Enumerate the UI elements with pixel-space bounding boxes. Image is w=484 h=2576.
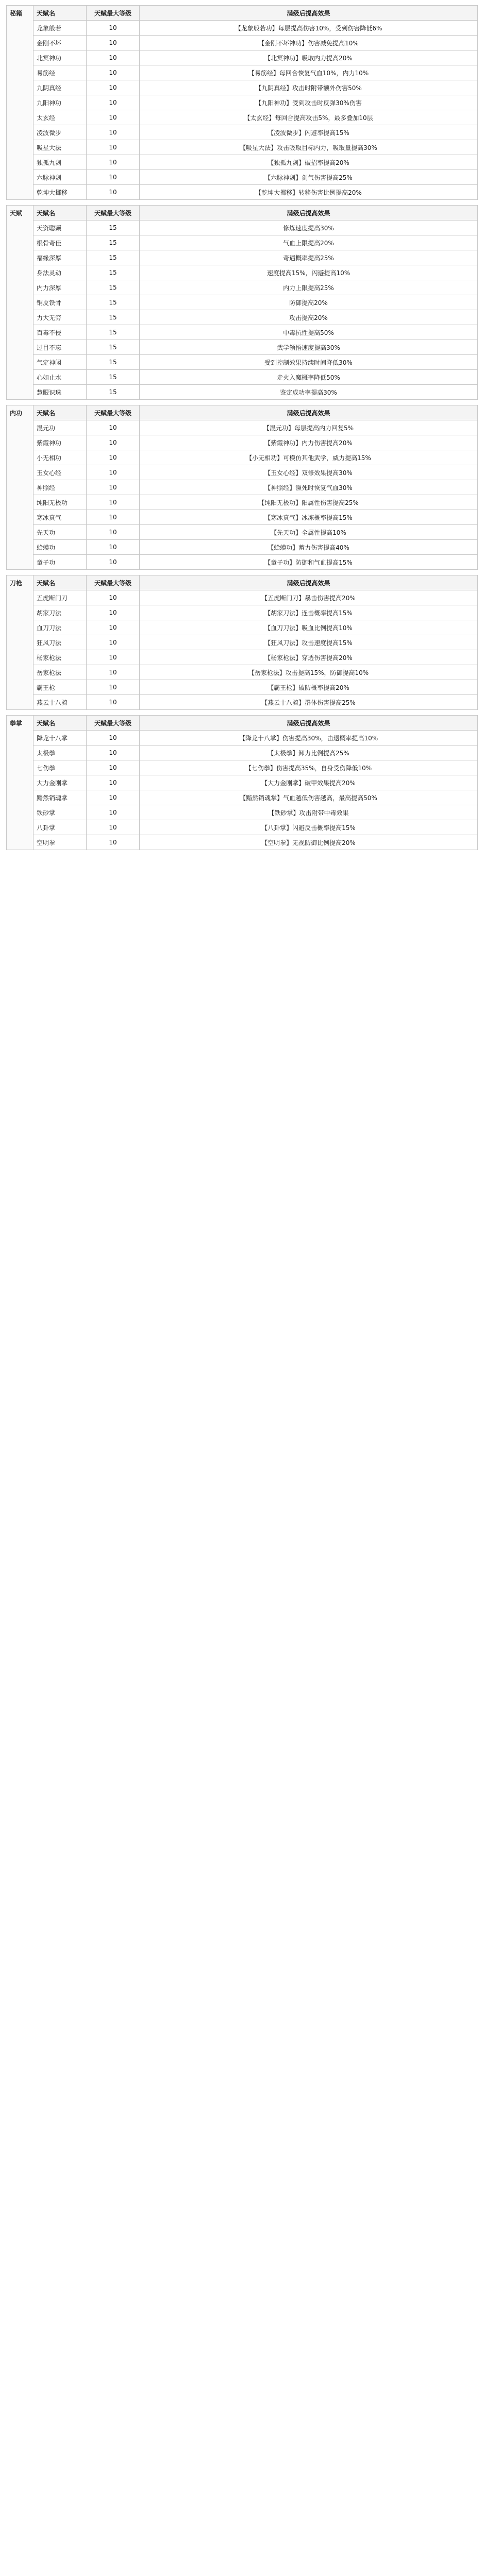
talent-level-cell: 10: [87, 125, 140, 140]
table-row: [34, 590, 478, 605]
talent-name-cell: 玉女心经: [34, 465, 87, 480]
talent-name-cell: 铁砂掌: [34, 805, 87, 820]
talent-effect-cell: 【九阴真经】攻击时附带额外伤害50%: [140, 80, 478, 95]
section-0: [6, 5, 478, 200]
section-2: [6, 405, 478, 570]
header-cell: 天赋名: [34, 206, 87, 221]
talent-level-cell: 10: [87, 525, 140, 540]
section-label-text: 拳掌: [10, 720, 23, 727]
talent-effect-cell: 奇遇概率提高25%: [140, 250, 478, 265]
talent-effect-cell: 【乾坤大挪移】转移伤害比例提高20%: [140, 185, 478, 200]
table-row: [34, 95, 478, 110]
talent-name-cell: 七伤拳: [34, 760, 87, 775]
talent-effect-cell: 【杨家枪法】穿透伤害提高20%: [140, 650, 478, 665]
table-row: [34, 650, 478, 665]
talent-effect-cell: 【凌波微步】闪避率提高15%: [140, 125, 478, 140]
section-3: [6, 575, 478, 710]
talent-name-cell: 血刀刀法: [34, 620, 87, 635]
talent-name-cell: 太极拳: [34, 745, 87, 760]
table-row: [34, 805, 478, 820]
talent-level-cell: 10: [87, 50, 140, 65]
talent-name-cell: 燕云十八骑: [34, 695, 87, 710]
talent-document: [6, 5, 478, 855]
table-row: [34, 221, 478, 235]
talent-level-cell: 10: [87, 80, 140, 95]
talent-effect-cell: 【易筋经】每回合恢复气血10%，内力10%: [140, 65, 478, 80]
talent-level-cell: 10: [87, 695, 140, 710]
talent-effect-cell: 【金刚不坏神功】伤害减免提高10%: [140, 36, 478, 50]
table-row: [34, 620, 478, 635]
talent-level-cell: 10: [87, 21, 140, 36]
talent-effect-cell: 【纯阳无极功】阳属性伤害提高25%: [140, 495, 478, 510]
talent-effect-cell: 修炼速度提高30%: [140, 221, 478, 235]
talent-name-cell: 小无相功: [34, 450, 87, 465]
talent-level-cell: 10: [87, 635, 140, 650]
talent-name-cell: 凌波微步: [34, 125, 87, 140]
table-row: [34, 310, 478, 325]
talent-table: [33, 715, 478, 850]
table-row: [34, 185, 478, 200]
talent-name-cell: 铜皮铁骨: [34, 295, 87, 310]
table-row: [34, 635, 478, 650]
header-cell: 天赋最大等级: [87, 6, 140, 21]
talent-name-cell: 龙象般若: [34, 21, 87, 36]
table-row: [34, 110, 478, 125]
talent-name-cell: 心如止水: [34, 370, 87, 385]
talent-name-cell: 福缘深厚: [34, 250, 87, 265]
talent-level-cell: 10: [87, 495, 140, 510]
talent-table: [33, 575, 478, 710]
talent-level-cell: 10: [87, 420, 140, 435]
talent-effect-cell: 【岳家枪法】攻击提高15%，防御提高10%: [140, 665, 478, 680]
header-cell: 天赋最大等级: [87, 575, 140, 590]
talent-level-cell: 15: [87, 265, 140, 280]
talent-level-cell: 10: [87, 155, 140, 170]
talent-level-cell: 10: [87, 465, 140, 480]
talent-level-cell: 10: [87, 605, 140, 620]
talent-effect-cell: 【小无相功】可模仿其他武学，威力提高15%: [140, 450, 478, 465]
talent-name-cell: 慧眼识珠: [34, 385, 87, 400]
table-row: [34, 540, 478, 555]
talent-level-cell: 10: [87, 185, 140, 200]
table-row: [34, 731, 478, 745]
talent-level-cell: 10: [87, 760, 140, 775]
talent-effect-cell: 【降龙十八掌】伤害提高30%，击退概率提高10%: [140, 731, 478, 745]
header-cell: 满级后提高效果: [140, 206, 478, 221]
talent-name-cell: 易筋经: [34, 65, 87, 80]
table-row: [34, 820, 478, 835]
table-row: [34, 36, 478, 50]
talent-effect-cell: 【太极拳】卸力比例提高25%: [140, 745, 478, 760]
table-row: [34, 280, 478, 295]
talent-effect-cell: 气血上限提高20%: [140, 235, 478, 250]
talent-name-cell: 蛤蟆功: [34, 540, 87, 555]
table-row: [34, 745, 478, 760]
talent-effect-cell: 【八卦掌】闪避反击概率提高15%: [140, 820, 478, 835]
talent-effect-cell: 受到控制效果持续时间降低30%: [140, 355, 478, 370]
talent-name-cell: 金刚不坏: [34, 36, 87, 50]
table-row: [34, 155, 478, 170]
talent-name-cell: 百毒不侵: [34, 325, 87, 340]
table-row: [34, 250, 478, 265]
talent-name-cell: 乾坤大挪移: [34, 185, 87, 200]
talent-name-cell: 降龙十八掌: [34, 731, 87, 745]
talent-effect-cell: 【蛤蟆功】蓄力伤害提高40%: [140, 540, 478, 555]
talent-name-cell: 寒冰真气: [34, 510, 87, 525]
talent-effect-cell: 【空明拳】无视防御比例提高20%: [140, 835, 478, 850]
talent-effect-cell: 【五虎断门刀】暴击伤害提高20%: [140, 590, 478, 605]
talent-effect-cell: 速度提高15%，闪避提高10%: [140, 265, 478, 280]
talent-level-cell: 10: [87, 820, 140, 835]
table-row: [34, 235, 478, 250]
talent-effect-cell: 【紫霞神功】内力伤害提高20%: [140, 435, 478, 450]
talent-name-cell: 身法灵动: [34, 265, 87, 280]
talent-effect-cell: 【血刀刀法】吸血比例提高10%: [140, 620, 478, 635]
table-row: [34, 370, 478, 385]
talent-effect-cell: 【童子功】防御和气血提高15%: [140, 555, 478, 570]
talent-name-cell: 霸王枪: [34, 680, 87, 695]
talent-name-cell: 力大无穷: [34, 310, 87, 325]
table-row: [34, 125, 478, 140]
talent-name-cell: 先天功: [34, 525, 87, 540]
table-row: [34, 435, 478, 450]
talent-effect-cell: 中毒抗性提高50%: [140, 325, 478, 340]
section-label-text: 秘籍: [10, 10, 23, 17]
talent-effect-cell: 【独孤九剑】破招率提高20%: [140, 155, 478, 170]
talent-name-cell: 九阳神功: [34, 95, 87, 110]
section-label: [6, 5, 34, 200]
header-cell: 满级后提高效果: [140, 716, 478, 731]
talent-name-cell: 八卦掌: [34, 820, 87, 835]
talent-table: [33, 405, 478, 570]
table-row: [34, 510, 478, 525]
table-header-row: [34, 6, 478, 21]
table-row: [34, 835, 478, 850]
header-cell: 天赋最大等级: [87, 716, 140, 731]
talent-level-cell: 10: [87, 835, 140, 850]
table-row: [34, 325, 478, 340]
talent-effect-cell: 【燕云十八骑】群体伤害提高25%: [140, 695, 478, 710]
talent-table: [33, 5, 478, 200]
talent-name-cell: 气定神闲: [34, 355, 87, 370]
table-row: [34, 555, 478, 570]
talent-level-cell: 10: [87, 510, 140, 525]
header-cell: 天赋名: [34, 575, 87, 590]
talent-effect-cell: 防御提高20%: [140, 295, 478, 310]
talent-name-cell: 吸星大法: [34, 140, 87, 155]
talent-level-cell: 10: [87, 620, 140, 635]
table-row: [34, 525, 478, 540]
table-row: [34, 140, 478, 155]
header-cell: 天赋名: [34, 6, 87, 21]
talent-level-cell: 10: [87, 480, 140, 495]
talent-level-cell: 10: [87, 95, 140, 110]
talent-effect-cell: 【寒冰真气】冰冻概率提高15%: [140, 510, 478, 525]
talent-level-cell: 10: [87, 590, 140, 605]
talent-effect-cell: 【九阳神功】受到攻击时反弹30%伤害: [140, 95, 478, 110]
talent-name-cell: 根骨奇佳: [34, 235, 87, 250]
table-row: [34, 465, 478, 480]
talent-level-cell: 10: [87, 680, 140, 695]
talent-level-cell: 10: [87, 36, 140, 50]
table-header-row: [34, 716, 478, 731]
talent-level-cell: 15: [87, 310, 140, 325]
talent-name-cell: 过目不忘: [34, 340, 87, 355]
talent-effect-cell: 【七伤拳】伤害提高35%，自身受伤降低10%: [140, 760, 478, 775]
talent-level-cell: 10: [87, 775, 140, 790]
talent-name-cell: 神照经: [34, 480, 87, 495]
talent-effect-cell: 武学领悟速度提高30%: [140, 340, 478, 355]
table-header-row: [34, 575, 478, 590]
section-label-text: 内功: [10, 410, 23, 417]
table-row: [34, 775, 478, 790]
table-header-row: [34, 206, 478, 221]
table-row: [34, 665, 478, 680]
talent-name-cell: 五虎断门刀: [34, 590, 87, 605]
section-label: [6, 405, 34, 570]
table-row: [34, 495, 478, 510]
talent-level-cell: 15: [87, 221, 140, 235]
table-row: [34, 680, 478, 695]
talent-name-cell: 紫霞神功: [34, 435, 87, 450]
talent-effect-cell: 【太玄经】每回合提高攻击5%，最多叠加10层: [140, 110, 478, 125]
table-row: [34, 385, 478, 400]
talent-level-cell: 10: [87, 650, 140, 665]
talent-name-cell: 六脉神剑: [34, 170, 87, 185]
talent-name-cell: 胡家刀法: [34, 605, 87, 620]
header-cell: 满级后提高效果: [140, 6, 478, 21]
talent-effect-cell: 【狂风刀法】攻击速度提高15%: [140, 635, 478, 650]
talent-level-cell: 10: [87, 790, 140, 805]
table-row: [34, 295, 478, 310]
talent-name-cell: 狂风刀法: [34, 635, 87, 650]
talent-effect-cell: 【胡家刀法】连击概率提高15%: [140, 605, 478, 620]
talent-level-cell: 10: [87, 110, 140, 125]
talent-name-cell: 天资聪颖: [34, 221, 87, 235]
talent-level-cell: 10: [87, 745, 140, 760]
talent-level-cell: 10: [87, 435, 140, 450]
talent-level-cell: 10: [87, 450, 140, 465]
table-row: [34, 50, 478, 65]
talent-level-cell: 15: [87, 340, 140, 355]
talent-effect-cell: 【龙象般若功】每层提高伤害10%，受到伤害降低6%: [140, 21, 478, 36]
talent-table: [33, 205, 478, 400]
talent-level-cell: 10: [87, 65, 140, 80]
talent-name-cell: 空明拳: [34, 835, 87, 850]
table-row: [34, 265, 478, 280]
talent-name-cell: 混元功: [34, 420, 87, 435]
talent-effect-cell: 【铁砂掌】攻击附带中毒效果: [140, 805, 478, 820]
talent-effect-cell: 走火入魔概率降低50%: [140, 370, 478, 385]
talent-level-cell: 15: [87, 385, 140, 400]
section-label: [6, 205, 34, 400]
table-row: [34, 480, 478, 495]
table-row: [34, 760, 478, 775]
table-row: [34, 695, 478, 710]
talent-level-cell: 10: [87, 665, 140, 680]
talent-name-cell: 九阴真经: [34, 80, 87, 95]
talent-name-cell: 北冥神功: [34, 50, 87, 65]
talent-effect-cell: 攻击提高20%: [140, 310, 478, 325]
talent-level-cell: 10: [87, 170, 140, 185]
talent-level-cell: 15: [87, 370, 140, 385]
talent-level-cell: 15: [87, 235, 140, 250]
talent-level-cell: 15: [87, 250, 140, 265]
talent-name-cell: 纯阳无极功: [34, 495, 87, 510]
talent-level-cell: 10: [87, 555, 140, 570]
talent-name-cell: 杨家枪法: [34, 650, 87, 665]
header-cell: 天赋最大等级: [87, 405, 140, 420]
talent-effect-cell: 【吸星大法】攻击吸取目标内力，吸取量提高30%: [140, 140, 478, 155]
table-row: [34, 450, 478, 465]
header-cell: 满级后提高效果: [140, 575, 478, 590]
talent-name-cell: 大力金刚掌: [34, 775, 87, 790]
table-row: [34, 340, 478, 355]
talent-effect-cell: 【先天功】全属性提高10%: [140, 525, 478, 540]
talent-effect-cell: 【大力金刚掌】破甲效果提高20%: [140, 775, 478, 790]
talent-level-cell: 10: [87, 540, 140, 555]
talent-name-cell: 独孤九剑: [34, 155, 87, 170]
table-header-row: [34, 405, 478, 420]
talent-effect-cell: 【黯然销魂掌】气血越低伤害越高，最高提高50%: [140, 790, 478, 805]
header-cell: 天赋最大等级: [87, 206, 140, 221]
section-1: [6, 205, 478, 400]
talent-effect-cell: 【六脉神剑】剑气伤害提高25%: [140, 170, 478, 185]
talent-name-cell: 内力深厚: [34, 280, 87, 295]
section-4: [6, 715, 478, 850]
talent-level-cell: 15: [87, 325, 140, 340]
talent-name-cell: 太玄经: [34, 110, 87, 125]
talent-level-cell: 15: [87, 355, 140, 370]
talent-level-cell: 15: [87, 280, 140, 295]
talent-name-cell: 岳家枪法: [34, 665, 87, 680]
header-cell: 天赋名: [34, 716, 87, 731]
talent-effect-cell: 【北冥神功】吸取内力提高20%: [140, 50, 478, 65]
talent-effect-cell: 【玉女心经】双修效果提高30%: [140, 465, 478, 480]
table-row: [34, 420, 478, 435]
talent-level-cell: 15: [87, 295, 140, 310]
section-label: [6, 575, 34, 710]
talent-name-cell: 黯然销魂掌: [34, 790, 87, 805]
table-row: [34, 355, 478, 370]
header-cell: 天赋名: [34, 405, 87, 420]
table-row: [34, 605, 478, 620]
talent-effect-cell: 内力上限提高25%: [140, 280, 478, 295]
table-row: [34, 790, 478, 805]
talent-level-cell: 10: [87, 140, 140, 155]
section-label-text: 天赋: [10, 210, 23, 217]
section-label-text: 刀枪: [10, 580, 23, 587]
talent-effect-cell: 【神照经】濒死时恢复气血30%: [140, 480, 478, 495]
talent-level-cell: 10: [87, 731, 140, 745]
talent-effect-cell: 鉴定成功率提高30%: [140, 385, 478, 400]
talent-effect-cell: 【霸王枪】破防概率提高20%: [140, 680, 478, 695]
table-row: [34, 170, 478, 185]
header-cell: 满级后提高效果: [140, 405, 478, 420]
section-label: [6, 715, 34, 850]
table-row: [34, 80, 478, 95]
table-row: [34, 21, 478, 36]
table-row: [34, 65, 478, 80]
talent-name-cell: 童子功: [34, 555, 87, 570]
talent-level-cell: 10: [87, 805, 140, 820]
talent-effect-cell: 【混元功】每层提高内力回复5%: [140, 420, 478, 435]
